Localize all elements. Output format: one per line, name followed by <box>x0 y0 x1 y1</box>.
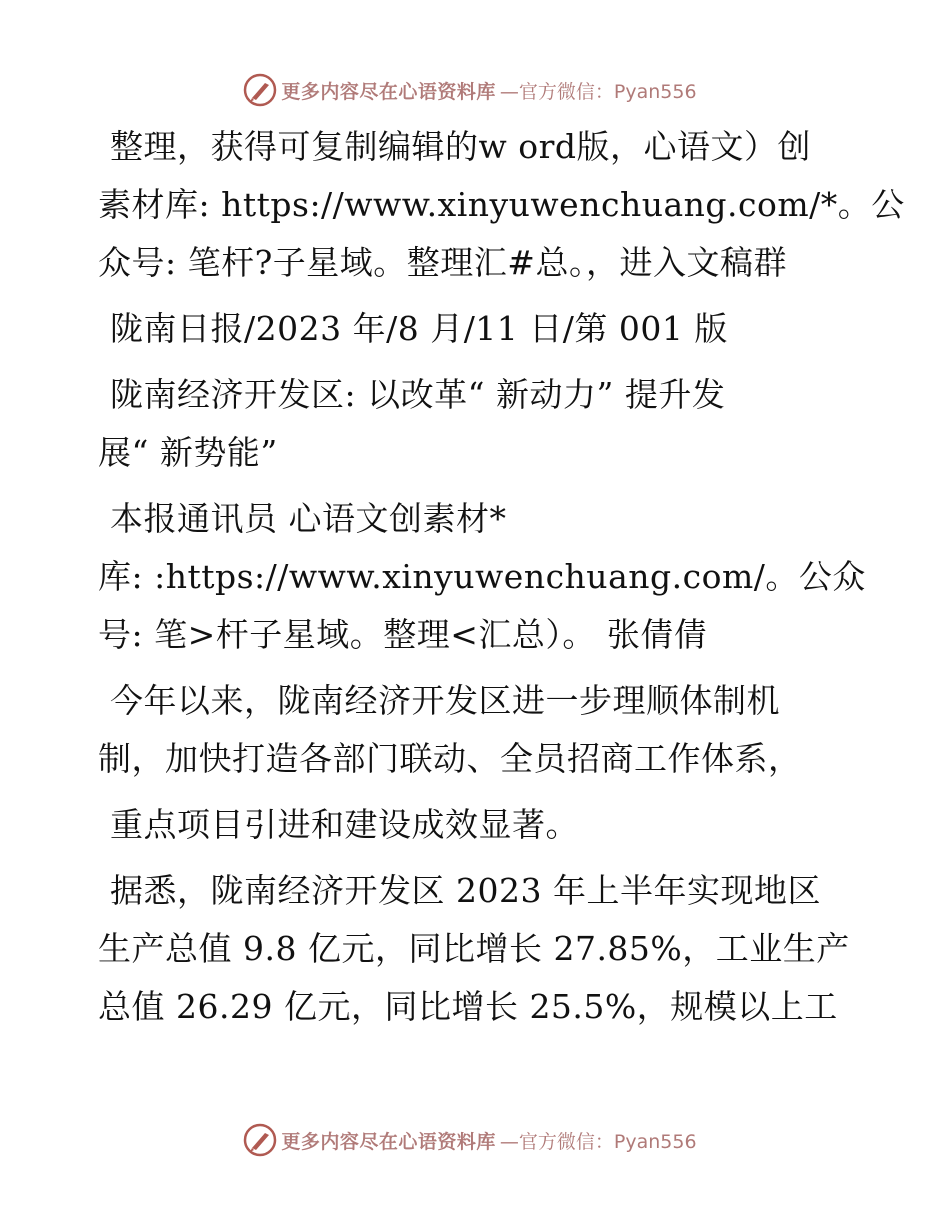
quill-logo-icon <box>243 1123 277 1157</box>
byline-line-3: 号: 笔>杆子星域。整理<汇总）。 张倩倩 <box>98 615 708 654</box>
paragraph-2-line-1: 据悉，陇南经济开发区 2023 年上半年实现地区 <box>110 871 821 910</box>
banner-sub-text: —官方微信：Pyan556 <box>499 1130 697 1153</box>
byline-line-1: 本报通讯员 心语文创素材* <box>110 499 507 538</box>
text-line-3: 众号: 笔杆?子星域。整理汇#总。，进入文稿群 <box>98 243 787 282</box>
paragraph-1-line-2: 制，加快打造各部门联动、全员招商工作体系， <box>98 739 802 778</box>
header-watermark-banner <box>0 70 950 110</box>
banner-sub-text: —官方微信：Pyan556 <box>499 80 697 103</box>
article-title-line-1: 陇南经济开发区: 以改革“ 新动力” 提升发 <box>110 375 726 414</box>
document-body <box>98 118 905 1036</box>
text-line-2: 素材库: https://www.xinyuwenchuang.com/*。公 <box>98 185 905 224</box>
article-title-line-2: 展“ 新势能” <box>98 433 278 472</box>
newspaper-source-line: 陇南日报/2023 年/8 月/11 日/第 001 版 <box>110 309 728 348</box>
paragraph-1-line-1: 今年以来，陇南经济开发区进一步理顺体制机 <box>110 681 780 720</box>
paragraph-1-line-3: 重点项目引进和建设成效显著。 <box>110 805 579 844</box>
quill-logo-icon <box>243 73 277 107</box>
footer-watermark-banner <box>0 1120 950 1160</box>
byline-line-2: 库: :https://www.xinyuwenchuang.com/。公众 <box>98 557 866 596</box>
paragraph-2-line-2: 生产总值 9.8 亿元，同比增长 27.85%，工业生产 <box>98 929 850 968</box>
banner-main-text: 更多内容尽在心语资料库 <box>281 1130 496 1153</box>
text-line-1: 整理，获得可复制编辑的w ord版，心语文）创 <box>110 127 812 166</box>
paragraph-2-line-3: 总值 26.29 亿元，同比增长 25.5%，规模以上工 <box>98 987 838 1026</box>
banner-main-text: 更多内容尽在心语资料库 <box>281 80 496 103</box>
